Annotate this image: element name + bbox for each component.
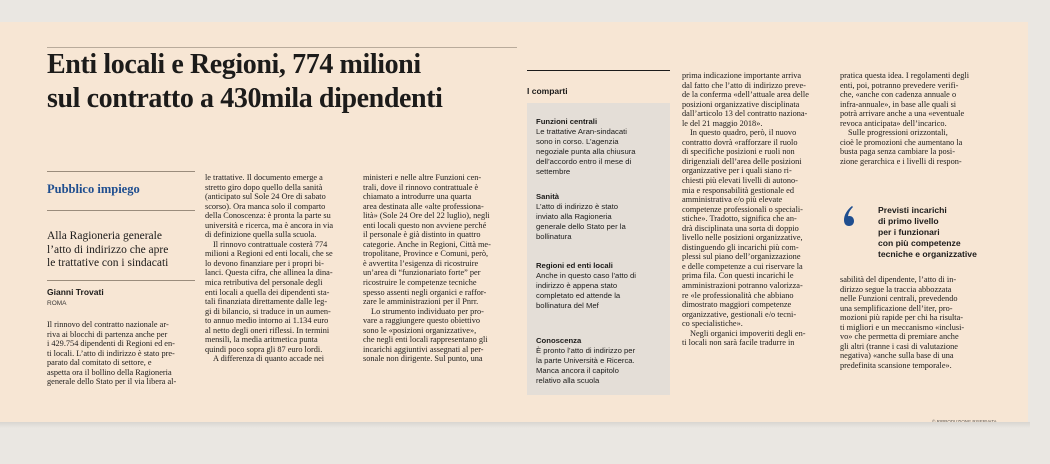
text-line: di definizione quella sulla scuola.	[205, 230, 317, 240]
text-line: prima fila. Con questi incarichi le	[682, 271, 794, 281]
text-line: A differenza di quanto accade nei	[213, 354, 325, 364]
sidebar-section-text: completato ed attende la	[536, 290, 621, 300]
text-line: dirigenziali dell’area delle posizioni	[682, 156, 802, 166]
text-line: organizzative per i quali siano ri-	[682, 166, 792, 176]
pull-quote	[878, 205, 996, 260]
text-line: area destinata alle «alte professiona-	[363, 201, 484, 211]
sidebar-section-heading: Regioni ed enti locali	[536, 261, 613, 270]
text-line: trali, dove il rinnovo contrattuale è	[363, 182, 479, 192]
text-line: stretto giro dopo quello della sanità	[205, 182, 323, 192]
copyright-notice: © RIPRODUZIONE RISERVATA	[932, 419, 997, 422]
text-line: le trattative. Il documento emerge a	[205, 173, 323, 182]
sidebar-section-text: Le trattative Aran-sindacati	[536, 126, 628, 136]
headline	[47, 48, 517, 116]
text-line: predefinita scansione temporale».	[840, 360, 952, 370]
text-line: revoca anticipata» dell’incarico.	[840, 118, 947, 128]
article-column-6	[840, 275, 992, 370]
text-line: incarichi aggiuntivi assegnati al per-	[363, 344, 484, 354]
text-line: quindi poco sopra gli 87 euro lordi.	[205, 344, 323, 354]
byline-author: Gianni Trovati	[47, 287, 104, 297]
text-line: parato dal comitato di settore, e	[47, 358, 152, 368]
divider	[47, 210, 195, 211]
sidebar-section-heading: Conoscenza	[536, 336, 582, 345]
summary-line: l’atto di indirizzo che apre	[47, 243, 169, 256]
text-line: i 429.754 dipendenti di Regioni ed en-	[47, 339, 175, 349]
text-line: che negli enti locali rappresentano gli	[363, 335, 488, 345]
text-line: tropolitane, Province e Comuni, però,	[363, 249, 489, 259]
sidebar-section	[536, 117, 666, 176]
text-line: categorie. Anche in Regioni, Città me-	[363, 239, 491, 249]
divider	[47, 171, 195, 172]
sidebar-section-text: dell’accordo entro il mese di	[536, 156, 632, 166]
text-line: ricostruire le competenze tecniche	[363, 278, 477, 288]
article-column-2	[205, 173, 355, 364]
text-line: enti, poi, potranno prevedere verifi-	[840, 80, 959, 90]
text-line: università e ricerca, ma è ancora in via	[205, 220, 334, 230]
sidebar-section-text: generale dello Stato per la	[536, 221, 626, 231]
text-line: prima indicazione importante arriva	[682, 71, 802, 80]
text-line: al netto degli oneri riflessi. In termini	[205, 325, 330, 335]
text-line: e delle competenze a cui riservare la	[682, 261, 803, 271]
divider	[47, 280, 195, 281]
text-line: sono le «posizioni organizzative»,	[363, 325, 477, 335]
text-line: busta paga senza cambiare la posi-	[840, 147, 955, 157]
text-line: stiche». Tradotto, significa che an-	[682, 214, 797, 224]
text-line: Il rinnovo del contratto nazionale ar-	[47, 320, 169, 329]
sidebar-section	[536, 261, 666, 311]
text-line: negativa) «anche sulla base di una	[840, 351, 954, 361]
sidebar-section-text: È pronto l’atto di indirizzo per	[536, 345, 636, 355]
quote-icon	[843, 205, 855, 227]
text-line: cioè le promozioni che aumentano la	[840, 137, 963, 147]
text-line: zare le amministrazioni per il Pnrr.	[363, 297, 479, 307]
sidebar-section-text: L’atto di indirizzo è stato	[536, 201, 619, 211]
headline-line: sul contratto a 430mila dipendenti	[47, 83, 443, 114]
sidebar-section-text: settembre	[536, 166, 571, 176]
sidebar-section-text: la parte Università e Ricerca.	[536, 355, 635, 365]
text-line: aspetta ora il bollino della Ragioneria	[47, 367, 172, 377]
text-line: vo» che permetta di premiare anche	[840, 332, 959, 342]
pull-quote-line: con più competenze	[878, 238, 961, 248]
text-line: Sulle progressioni orizzontali,	[848, 128, 948, 138]
text-line: il personale è già distinto in quattro	[363, 230, 481, 240]
text-line: enti locali questo non avviene perché	[363, 220, 487, 230]
pull-quote-line: di primo livello	[878, 216, 939, 226]
text-line: tali finanziata direttamente dalle leg-	[205, 297, 328, 307]
section-label: Pubblico impiego	[47, 182, 140, 196]
text-line: to annuo medio intorno ai 1.134 euro	[205, 316, 329, 326]
sidebar-section-text: relativo alla scuola	[536, 375, 600, 385]
sidebar-section-text: sono in corso. L’agenzia	[536, 136, 619, 146]
text-line: Il rinnovo contrattuale costerà 774	[213, 239, 328, 249]
text-line: lità» (Sole 24 Ore del 22 luglio), negli	[363, 211, 490, 221]
text-line: lo devono finanziare per i propri bi-	[205, 258, 324, 268]
text-line: Negli organici impoveriti degli en-	[690, 328, 806, 338]
text-line: Lo strumento individuato per pro-	[371, 306, 484, 316]
sidebar-section-text: Manca ancora il capitolo	[536, 365, 619, 375]
text-line: le del 21 maggio 2018».	[682, 118, 763, 128]
sidebar-section-heading: Funzioni centrali	[536, 117, 598, 126]
sidebar-section-text: bollinatura del Mef	[536, 300, 599, 310]
pull-quote-line: tecniche e organizzative	[878, 249, 977, 259]
article-column-3	[363, 173, 513, 364]
text-line: gi di bilancio, si traduce in un aumen-	[205, 306, 331, 316]
text-line: ti locali. L’atto di indirizzo è stato pre-	[47, 348, 175, 358]
byline-place: ROMA	[47, 300, 67, 307]
text-line: ti migliori e un meccanismo «inclusi-	[840, 322, 965, 332]
text-line: dirizzo segue la traccia abbozzata	[840, 284, 952, 294]
text-line: organizzative, gestionali e/o tecni-	[682, 309, 797, 319]
text-line: mia e responsabilità gestionale ed	[682, 185, 794, 195]
text-line: de la conferma «dell’attuale area delle	[682, 90, 809, 100]
sidebar-section-heading: Sanità	[536, 192, 560, 201]
text-line: spesso assenti negli organici e raffor-	[363, 287, 487, 297]
sidebar-section-text: indirizzo è appena stato	[536, 280, 618, 290]
text-line: mica retributiva del personale degli	[205, 278, 323, 288]
text-line: livello nelle posizioni organizzative,	[682, 233, 803, 243]
headline-line: Enti locali e Regioni, 774 milioni	[47, 49, 421, 80]
text-line: lanci. Questa cifra, che allinea la dina-	[205, 268, 333, 278]
text-line: gli altri (tranne i casi di valutazione	[840, 341, 958, 351]
article-column-1	[47, 320, 197, 387]
text-line: scorso). Ora manca solo il comparto	[205, 201, 326, 211]
sidebar-rule	[527, 70, 670, 71]
text-line: ti locali non sarà facile tradurre in	[682, 338, 795, 348]
text-line: dall’articolo 13 del contratto naziona-	[682, 109, 808, 119]
text-line: amministrazioni potranno valorizza-	[682, 281, 803, 291]
text-line: vare a raggiungere questo obiettivo	[363, 316, 481, 326]
text-line: che, «anche con cadenza annuale o	[840, 90, 957, 100]
sidebar-section-text: Anche in questo caso l’atto di	[536, 270, 637, 280]
article-column-4	[682, 71, 832, 348]
text-line: chiamato a introdurre una quarta	[363, 192, 472, 202]
text-line: distinguendo gli incarichi più com-	[682, 242, 799, 252]
text-line: generale dello Stato per il via libera al-	[47, 377, 177, 387]
summary-line: Alla Ragioneria generale	[47, 230, 162, 242]
text-line: dal fatto che l’atto di indirizzo preve-	[682, 80, 806, 90]
text-line: milioni a Regioni ed enti locali, che se	[205, 249, 333, 259]
text-line: mensili, la media aritmetica punta	[205, 335, 318, 345]
text-line: della Conoscenza: è pronta la parte su	[205, 211, 331, 221]
sidebar-section	[536, 192, 666, 242]
text-line: sabilità del dipendente, l’atto di in-	[840, 275, 957, 284]
pull-quote-line: Previsti incarichi	[878, 205, 947, 215]
text-line: drà disciplinata una sorta di doppio	[682, 223, 799, 233]
summary-line: le trattative con i sindacati	[47, 257, 169, 269]
text-line: nelle Funzioni centrali, prevedendo	[840, 294, 958, 304]
text-line: enti locali a quella dei dipendenti sta-	[205, 287, 330, 297]
sidebar-title: I comparti	[527, 86, 568, 96]
text-line: pratica questa idea. I regolamenti degli	[840, 71, 970, 80]
sidebar-section-text: negoziale punta alla chiusura	[536, 146, 636, 156]
text-line: un’area di “funzionariato forte” per	[363, 268, 481, 278]
text-line: chiesti più elevati livelli di autono-	[682, 176, 798, 186]
sidebar-section-text: inviato alla Ragioneria	[536, 211, 612, 221]
text-line: riva ai blocchi di partenza anche per	[47, 329, 168, 339]
page-shadow	[0, 422, 1030, 428]
sidebar-section	[536, 336, 666, 386]
newspaper-page	[0, 22, 1028, 422]
text-line: co specialistiche».	[682, 319, 743, 329]
text-line: re «le professionalità che abbiano	[682, 290, 794, 300]
text-line: posizioni organizzative disciplinata	[682, 99, 800, 109]
text-line: di specifiche posizioni e ruoli non	[682, 147, 795, 157]
pull-quote-line: per i funzionari	[878, 227, 940, 237]
text-line: In questo quadro, però, il nuovo	[690, 128, 797, 138]
text-line: zione gerarchica e i livelli di respon-	[840, 156, 962, 166]
text-line: è avvertita l’esigenza di ricostruire	[363, 258, 479, 268]
text-line: amministrativa e/o più elevate	[682, 195, 783, 205]
text-line: plessi sul piano dell’organizzazione	[682, 252, 801, 262]
text-line: ministeri e nelle altre Funzioni cen-	[363, 173, 482, 182]
text-line: contratto dovrà «rafforzare il ruolo	[682, 137, 798, 147]
text-line: mozioni più rapide per chi ha risulta-	[840, 313, 964, 323]
text-line: competenze professionali o speciali-	[682, 204, 803, 214]
text-line: (anticipato sul Sole 24 Ore di sabato	[205, 192, 326, 202]
sidebar-section-text: bollinatura	[536, 231, 572, 241]
text-line: sonale non dirigente. Sul punto, una	[363, 354, 483, 364]
text-line: dimostrato maggiori competenze	[682, 300, 792, 310]
text-line: infra-annuale», in base alle quali si	[840, 99, 957, 109]
text-line: una semplificazione dell’iter, pro-	[840, 303, 953, 313]
text-line: potrà arrivare anche a una «eventuale	[840, 109, 965, 119]
article-column-5	[840, 71, 992, 166]
summary	[47, 230, 197, 271]
